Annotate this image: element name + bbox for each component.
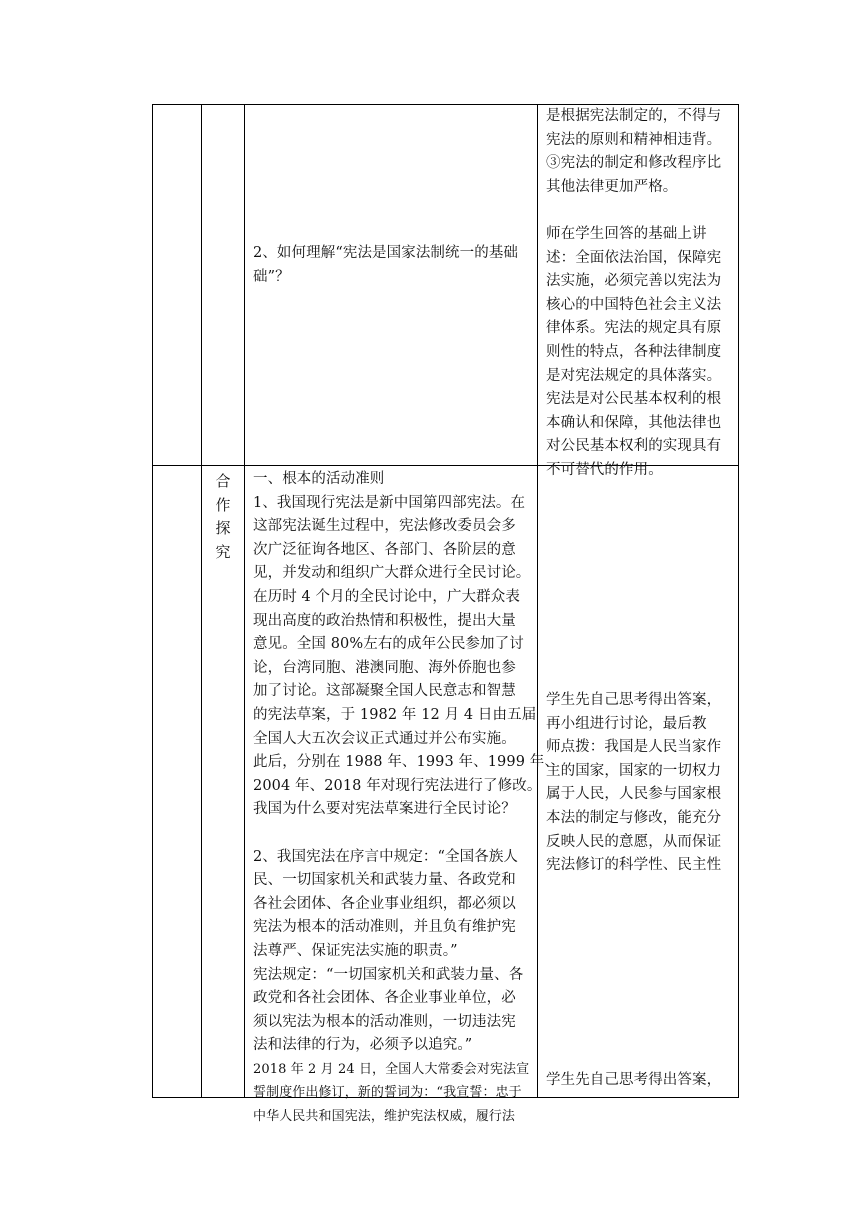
r1right-line: 不可替代的作用。	[546, 462, 663, 478]
r1right-line: 宪法的原则和精神相违背。	[546, 131, 722, 148]
r1right-line: ③宪法的制定和修改程序比	[546, 155, 722, 172]
r2mid-line: 在历时 4 个月的全民讨论中，广大群众表	[253, 589, 520, 605]
r2mid-line: 1、我国现行宪法是新中国第四部宪法。在	[253, 494, 526, 511]
row1-col2	[202, 105, 245, 466]
row2-right-cell	[538, 466, 739, 1098]
r1right-line: 本确认和保障，其他法律也	[546, 414, 722, 431]
row2-right-bottom-line: 学生先自己思考得出答案，	[546, 1072, 722, 1088]
r2mid-line: 我国为什么要对宪法草案进行全民讨论？	[253, 801, 516, 818]
r2mid-line: 2018 年 2 月 24 日，全国人大常委会对宪法宣	[253, 1062, 530, 1077]
r1right-line: 宪法是对公民基本权利的根	[546, 391, 722, 408]
r2mid-line: 见，并发动和组织广大群众进行全民讨论。	[253, 565, 531, 582]
r2mid-line: 宪法规定：“一切国家机关和武装力量、各	[253, 966, 524, 983]
r2mid-line: 2004 年、2018 年对现行宪法进行了修改。	[253, 777, 542, 794]
r2mid-line: 政党和各社会团体、各企业事业单位，必	[253, 990, 516, 1007]
r2mid-line: 现出高度的政治热情和积极性，提出大量	[253, 612, 516, 629]
r2mid-line: 各社会团体、各企业事业组织，都必须以	[253, 895, 516, 912]
r2mid-line: 一、根本的活动准则	[253, 471, 385, 487]
row1-col1	[153, 105, 202, 466]
r2right-line: 师点拨：我国是人民当家作	[546, 739, 722, 756]
row1-middle-line-0: 2、如何理解“宪法是国家法制统一的基础	[253, 245, 519, 261]
r2mid-line: 这部宪法诞生过程中，宪法修改委员会多	[253, 518, 516, 535]
r2mid-line: 法和法律的行为，必须予以追究。”	[253, 1037, 473, 1054]
r1right-line: 师在学生回答的基础上讲	[546, 226, 707, 242]
r2mid-line: 誓制度作出修订，新的誓词为：“我宣誓：忠于	[253, 1085, 522, 1101]
r1right-line: 其他法律更加严格。	[546, 178, 678, 195]
r2right-line: 学生先自己思考得出答案，	[546, 692, 722, 708]
row2-stage-cell	[202, 466, 245, 1098]
r2mid-line: 加了讨论。这部凝聚全国人民意志和智慧	[253, 683, 516, 700]
r2mid-line: 此后，分别在 1988 年、1993 年、1999 年、	[253, 754, 559, 771]
r2right-line: 宪法修订的科学性、民主性	[546, 857, 722, 874]
row1-right-cell	[538, 105, 739, 478]
r2mid-line: 法尊严、保证宪法实施的职责。”	[253, 943, 458, 959]
r2mid-line: 2、我国宪法在序言中规定：“全国各族人	[253, 848, 519, 865]
r2mid-line: 中华人民共和国宪法，维护宪法权威，履行法	[253, 1108, 516, 1124]
row1-middle-cell	[245, 105, 538, 466]
r1right-line: 法实施，必须完善以宪法为	[546, 273, 722, 290]
r1right-line: 述：全面依法治国，保障宪	[546, 249, 722, 266]
r2mid-line: 论，台湾同胞、港澳同胞、海外侨胞也参	[253, 659, 516, 676]
r1right-line: 则性的特点，各种法律制度	[546, 344, 722, 360]
r1right-line: 是根据宪法制定的，不得与	[546, 108, 722, 124]
r1right-line: 律体系。宪法的规定具有原	[546, 320, 722, 337]
r2mid-line: 民、一切国家机关和武装力量、各政党和	[253, 872, 516, 889]
r2right-line: 属于人民，人民参与国家根	[546, 786, 722, 803]
r1right-line: 是对宪法规定的具体落实。	[546, 367, 722, 384]
lesson-table	[152, 104, 739, 1124]
r2right-line: 主的国家，国家的一切权力	[546, 762, 722, 779]
stage-label: 合 作 探 究	[215, 472, 231, 561]
r2mid-line: 宪法为根本的活动准则，并且负有维护宪	[253, 919, 516, 936]
r2mid-line: 须以宪法为根本的活动准则，一切违法宪	[253, 1013, 516, 1030]
row2-middle-cell	[245, 466, 559, 1124]
r2mid-line: 意见。全国 80%左右的成年公民参加了讨	[253, 636, 524, 653]
r1right-line: 对公民基本权利的实现具有	[546, 438, 722, 455]
r2mid-line: 全国人大五次会议正式通过并公布实施。	[253, 730, 516, 747]
r2right-line: 再小组进行讨论，最后教	[546, 715, 707, 732]
r1right-line: 核心的中国特色社会主义法	[546, 296, 722, 313]
r2right-line: 本法的制定与修改，能充分	[546, 810, 722, 826]
r2mid-line: 的宪法草案，于 1982 年 12 月 4 日由五届	[253, 707, 537, 723]
row1-middle-line-1: 础”？	[253, 269, 290, 285]
r2right-line: 反映人民的意愿，从而保证	[546, 833, 722, 850]
row2-col1	[153, 466, 202, 1098]
r2mid-line: 次广泛征询各地区、各部门、各阶层的意	[253, 541, 516, 558]
